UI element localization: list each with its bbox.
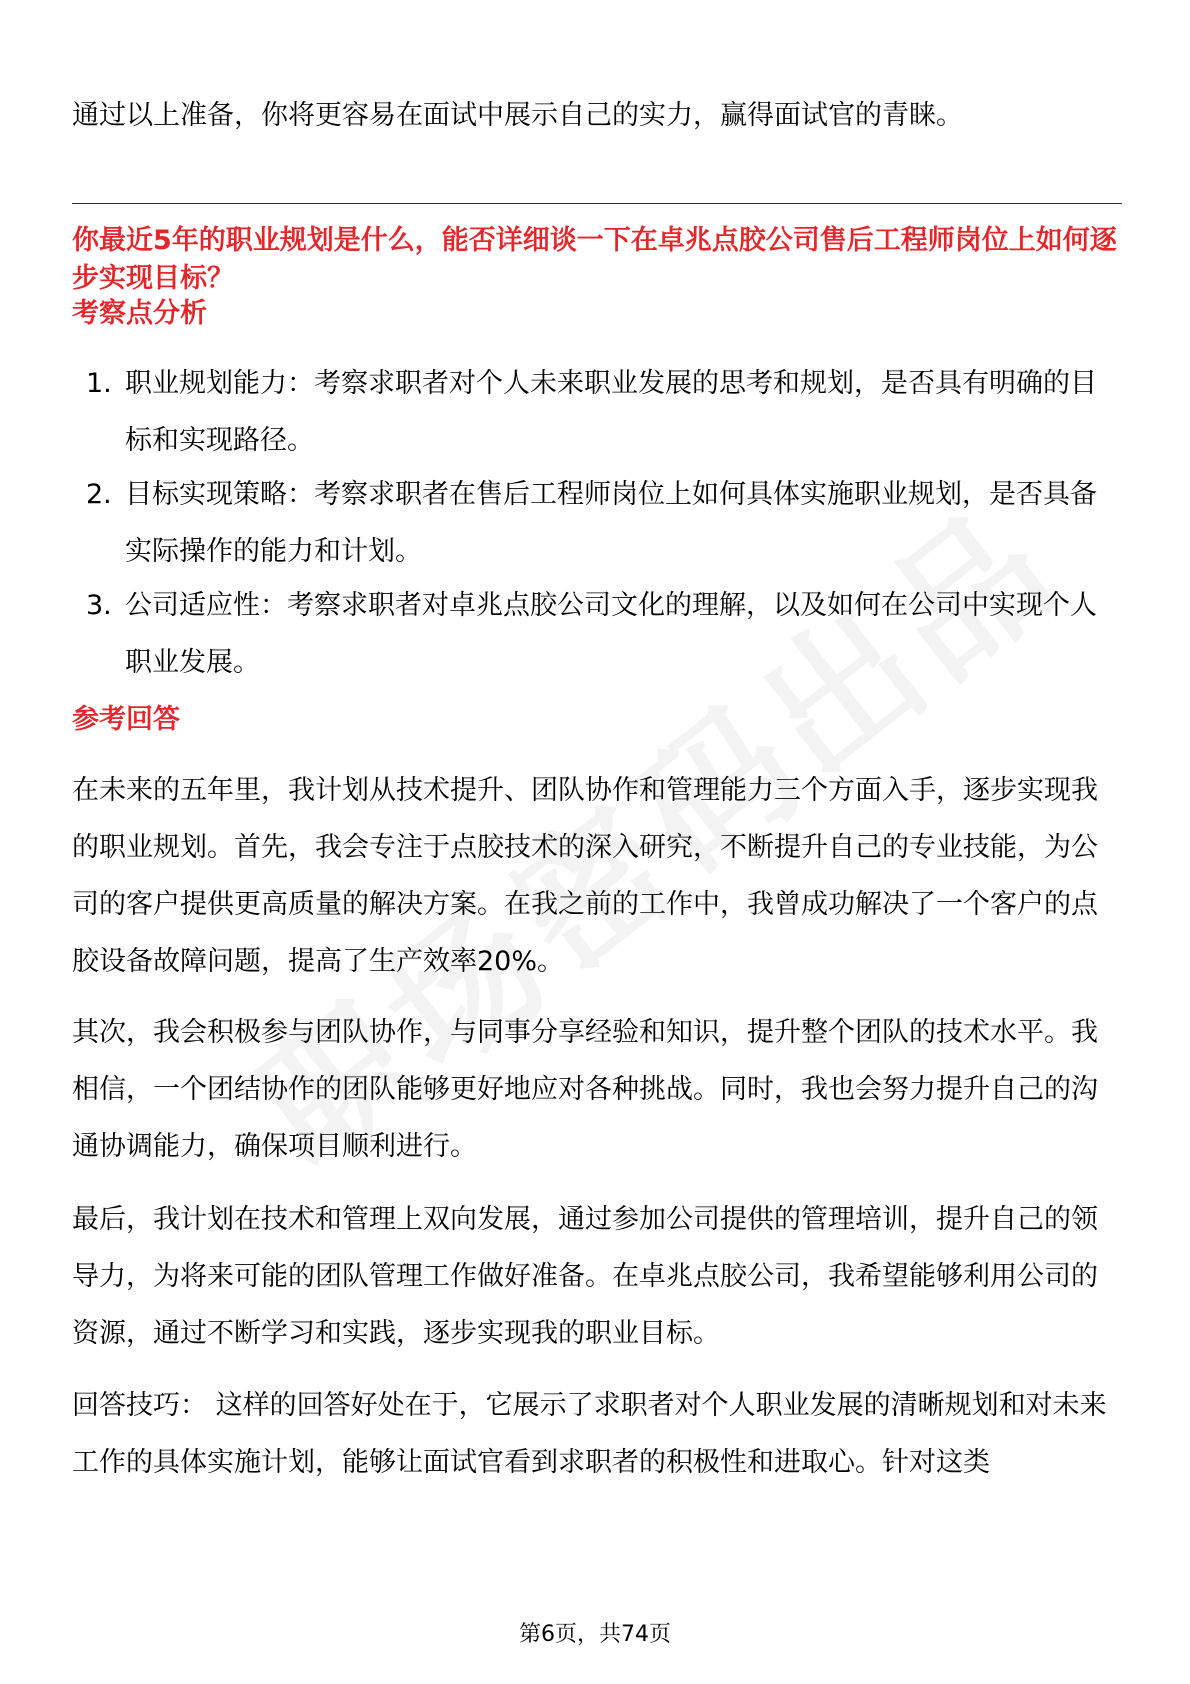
list-item-text: 公司适应性：考察求职者对卓兆点胶公司文化的理解，以及如何在公司中实现个人职业发展。 [125, 590, 1097, 678]
analysis-list [72, 355, 1122, 691]
list-item-text: 职业规划能力：考察求职者对个人未来职业发展的思考和规划，是否具有明确的目标和实现路径。 [125, 368, 1097, 456]
question-heading: 你最近5年的职业规划是什么，能否详细谈一下在卓兆点胶公司售后工程师岗位上如何逐步实现目标？ [72, 225, 1117, 294]
list-number: 2. [86, 479, 112, 510]
page-number: 第6页，共74页 [519, 1622, 671, 1647]
answer-title: 参考回答 [72, 704, 180, 735]
list-number: 1. [86, 368, 112, 399]
section-divider [72, 203, 1122, 204]
answer-tips-paragraph: 回答技巧： 这样的回答好处在于，它展示了求职者对个人职业发展的清晰规划和对未来工作的具体实施计划，能够让面试官看到求职者的积极性和进取心。针对这类 [72, 1390, 1107, 1478]
intro-paragraph: 通过以上准备，你将更容易在面试中展示自己的实力，赢得面试官的青睐。 [72, 100, 963, 131]
list-item [72, 466, 1122, 580]
answer-paragraph: 在未来的五年里，我计划从技术提升、团队协作和管理能力三个方面入手，逐步实现我的职业规划。首先，我会专注于点胶技术的深入研究，不断提升自己的专业技能，为公司的客户提供更高质量的解决方案。在我之前的工作中，我曾成功解决了一个客户的点胶设备故障问题，提高了生产效率20%。 [72, 775, 1098, 977]
analysis-title: 考察点分析 [72, 298, 207, 329]
list-number: 3. [86, 590, 112, 621]
list-item [72, 577, 1122, 691]
list-item-text: 目标实现策略：考察求职者在售后工程师岗位上如何具体实施职业规划，是否具备实际操作的能力和计划。 [125, 479, 1097, 567]
answer-paragraph: 最后，我计划在技术和管理上双向发展，通过参加公司提供的管理培训，提升自己的领导力，为将来可能的团队管理工作做好准备。在卓兆点胶公司，我希望能够利用公司的资源，通过不断学习和实践，逐步实现我的职业目标。 [72, 1204, 1098, 1349]
answer-paragraph: 其次，我会积极参与团队协作，与同事分享经验和知识，提升整个团队的技术水平。我相信，一个团结协作的团队能够更好地应对各种挑战。同时，我也会努力提升自己的沟通协调能力，确保项目顺利进行。 [72, 1017, 1098, 1162]
list-item [72, 355, 1122, 469]
